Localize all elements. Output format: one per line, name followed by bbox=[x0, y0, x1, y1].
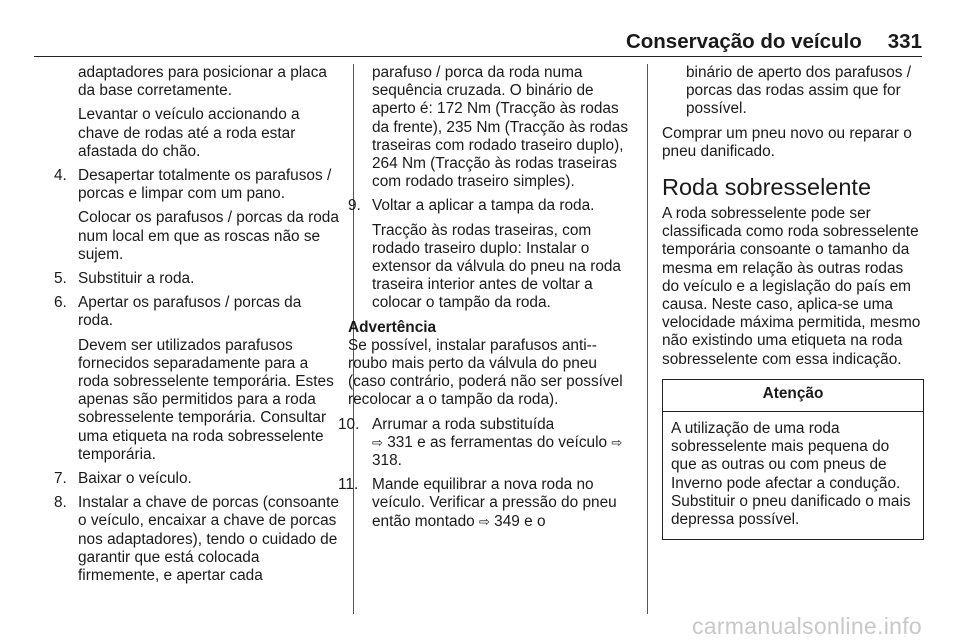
attention-text: A utilização de uma roda sobresselente mais pequena do que as outras ou com pneus de Inverno pode afectar a condução. Substituir o pneu danificado o mais depressa possível. bbox=[671, 420, 911, 529]
list-text: Arrumar a roda substituída bbox=[372, 415, 555, 433]
list-number: 4. bbox=[54, 167, 67, 185]
page-number: 331 bbox=[887, 30, 922, 53]
list-subtext: Colocar os parafusos / porcas da roda num local em que as roscas não se sujem. bbox=[78, 209, 339, 263]
list-text: 318. bbox=[372, 452, 402, 470]
list-number: 11. bbox=[338, 476, 359, 494]
list-text: Substituir a roda. bbox=[78, 270, 195, 288]
header-rule bbox=[34, 56, 922, 57]
page-ref-arrow-icon[interactable]: ⇨ bbox=[478, 513, 490, 529]
list-item bbox=[54, 167, 340, 264]
list-text: Apertar os parafusos / porcas da roda. bbox=[78, 294, 302, 330]
page-ref-arrow-icon[interactable]: ⇨ bbox=[611, 434, 623, 450]
column-3 bbox=[662, 64, 924, 540]
list-text: 349 e o bbox=[494, 512, 546, 530]
list-number: 7. bbox=[54, 470, 67, 488]
list-text: Baixar o veículo. bbox=[78, 470, 192, 488]
list-subtext: Devem ser utilizados parafusos fornecidos separadamente para a roda sobresselente temporária. Estes apenas são permitidos para a roda sobresselente temporária. Consultar uma etiqueta na roda sobresselente temporária. bbox=[78, 336, 334, 463]
page-ref-arrow-icon[interactable]: ⇨ bbox=[372, 434, 383, 450]
attention-box bbox=[662, 379, 924, 540]
paragraph: binário de aperto dos parafusos / porcas das rodas assim que for possível. bbox=[686, 64, 912, 118]
paragraph: A roda sobresselente pode ser classificada como roda sobresselente temporária consoante o tamanho da mesma em relação às outras rodas do veículo e a legislação do país em causa. Neste caso, aplica-se uma velocidade máxima permitida, mesmo não existindo uma etiqueta na roda sobresselente com essa indicação. bbox=[662, 205, 921, 368]
section-title: Roda sobresselente bbox=[662, 174, 872, 201]
list-number: 6. bbox=[54, 294, 67, 312]
list-item bbox=[54, 494, 340, 585]
paragraph: Comprar um pneu novo ou reparar o pneu danificado. bbox=[662, 124, 912, 160]
list-number: 9. bbox=[348, 197, 361, 215]
list-text: Mande equilibrar a nova roda no veículo. Verificar a pressão do pneu então montado bbox=[372, 476, 617, 530]
page-title: Conservação do veículo bbox=[625, 30, 862, 53]
attention-heading: Atenção bbox=[663, 380, 923, 412]
list-item bbox=[54, 470, 340, 488]
list-number: 8. bbox=[54, 494, 67, 512]
column-1 bbox=[54, 64, 340, 591]
list-number: 10. bbox=[338, 415, 360, 433]
list-number: 5. bbox=[54, 270, 67, 288]
note-text: Se possível, instalar parafusos anti--roubo mais perto da válvula do pneu (caso contrário, poderá não ser possível recolocar a o tampão da roda). bbox=[348, 336, 623, 409]
list-item bbox=[338, 476, 634, 531]
paragraph: adaptadores para posicionar a placa da base corretamente. bbox=[78, 64, 327, 100]
list-text: Instalar a chave de porcas (consoante o veículo, encaixar a chave de porcas nos adaptadores), tendo o cuidado de garantir que está colocada firmemente, e apertar cada bbox=[78, 494, 339, 585]
page-header bbox=[626, 20, 922, 54]
warning-note bbox=[348, 319, 634, 410]
column-divider bbox=[647, 64, 648, 614]
note-heading: Advertência bbox=[348, 318, 437, 336]
list-text: Desapertar totalmente os parafusos / porcas e limpar com um pano. bbox=[78, 167, 332, 203]
paragraph: parafuso / porca da roda numa sequência cruzada. O binário de aperto é: 172 Nm (Tracção às rodas da frente), 235 Nm (Tracção às rodas traseiras com rodado traseiro duplo), 264 Nm (Tracção às rodas traseiras com rodado traseiro simples). bbox=[372, 64, 629, 191]
list-item bbox=[54, 270, 340, 288]
list-item bbox=[348, 197, 634, 312]
paragraph: Levantar o veículo accionando a chave de rodas até a roda estar afastada do chão. bbox=[78, 106, 300, 160]
list-item bbox=[338, 415, 634, 471]
list-text: 331 e as ferramentas do veículo bbox=[387, 433, 608, 451]
list-subtext: Tracção às rodas traseiras, com rodado traseiro duplo: Instalar o extensor da válvula do pneu na roda traseira interior antes de voltar a colocar o tampão da roda. bbox=[372, 221, 621, 312]
watermark: carmanualsonline.info bbox=[691, 613, 922, 639]
list-text: Voltar a aplicar a tampa da roda. bbox=[372, 197, 595, 215]
column-2 bbox=[338, 64, 634, 537]
list-item bbox=[54, 294, 340, 464]
